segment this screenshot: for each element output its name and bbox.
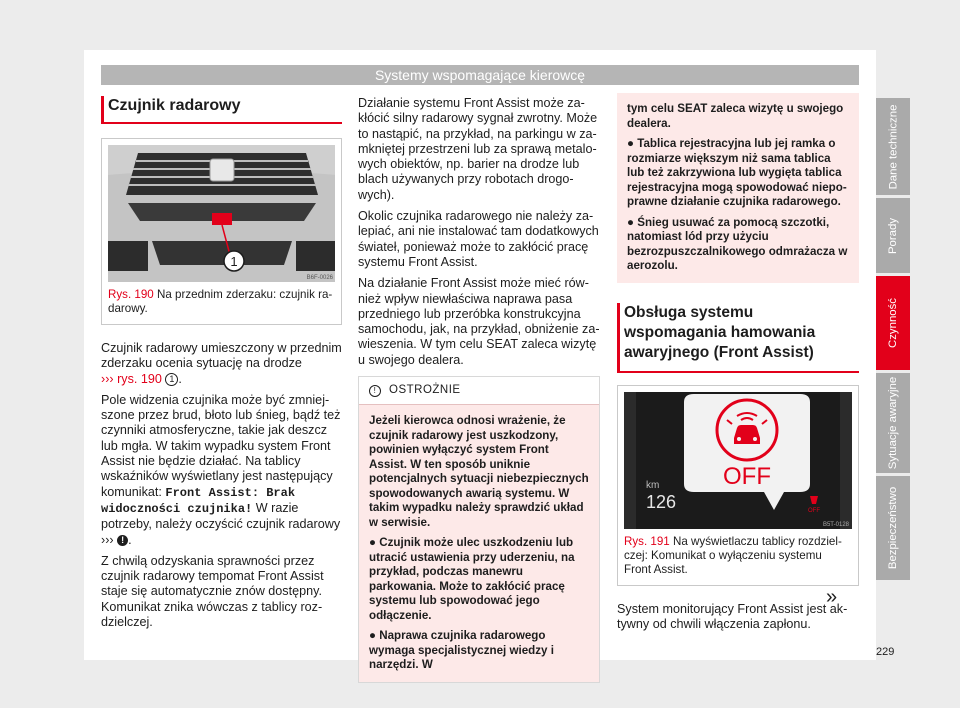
dashboard-message: Front Assist: Brak widoczności czujnika!: [101, 485, 296, 516]
tab-czynnosc[interactable]: [876, 276, 910, 370]
warning-cont-2: ● Tablica rejestracyjna lub jej ramka o rozmiarze większym niż sama tablica lub też zakrzywiona lub wygięta tablica rejestracyjna mogą spowodować niepoprawne działanie czujnika radarowego.: [627, 137, 847, 208]
car-front-photo: [108, 145, 335, 282]
warning-cont-3: ● Śnieg usuwać za pomocą szczotki, natomiast lód przy użyciu bezrozpuszczalnikowego odmrażacza w aerozolu.: [627, 215, 848, 272]
km-value: 126: [646, 491, 677, 512]
caption-text: Na przednim zderzaku: czujnik radarowy.: [108, 288, 333, 315]
tab-label: Sytuacje awaryjne: [887, 376, 900, 470]
km-unit: km: [646, 479, 660, 491]
paragraph-no-cover: Okolic czujnika radarowego nie należy zalepiać, ani nie instalować tam dodatkowych świateł, ponieważ może to zakłócić pracę systemu Front Assist.: [358, 209, 599, 269]
paragraph-radar-1: [101, 341, 342, 387]
warning-continuation: [617, 93, 859, 283]
page-number: 229: [876, 646, 895, 658]
text: .: [178, 371, 182, 386]
text: W razie potrzeby, należy oczyścić czujnik radarowy: [101, 500, 341, 532]
tab-porady[interactable]: [876, 198, 910, 273]
text: Pole widzenia czujnika może być zmniejszone przez brud, błoto lub śnieg, bądź też czynniki atmosferyczne, takie jak deszcz lub mgła. W takim wypadku system Front Assist nie będzie działać. Na tablicy wskaźników wyświetlany jest następujący komunikat:: [101, 392, 341, 499]
column-2: [358, 96, 600, 683]
figure-marker-1: 1: [230, 254, 238, 269]
column-3: [617, 96, 859, 638]
small-off-label: OFF: [808, 507, 820, 514]
tab-label: Bezpieczeństwo: [887, 486, 899, 570]
paragraph-repair: Na działanie Front Assist może mieć również wpływ niewłaściwa naprawa pasa przedniego lub przeróbka konstrukcyjna samochodu, jak, na przykład, obniżenie zawieszenia. W tym celu SEAT zaleca wizytę u swojego dealera.: [358, 276, 600, 367]
figure-190-caption: [108, 288, 335, 316]
paragraph-interference: Działanie systemu Front Assist może zakłócić silny radarowy sygnał zwrotny. Może to nastąpić, na przykład, na parkingu w zamkniętej przestrzeni lub za sprawą metalowych obiektów, np. barier na drodze lub blach używanych przy robotach drogowych).: [358, 96, 598, 202]
caption-text: Na wyświetlaczu tablicy rozdzielczej: Komunikat o wyłączeniu systemu Front Assist.: [624, 534, 842, 576]
figure-code: B6F-0026: [306, 275, 333, 281]
warning-circle-icon: !: [369, 385, 381, 397]
paragraph-radar-3: Z chwilą odzyskania sprawności przez czujnik radarowy tempomat Front Assist staje się automatycznie znów dostępny. Komunikat znika wówczas z tablicy rozdzielczej.: [101, 553, 324, 630]
tab-label: Dane techniczne: [887, 104, 900, 189]
warning-text-1: Jeżeli kierowca odnosi wrażenie, że czujnik radarowy jest uszkodzony, powinien wyłączyć system Front Assist. W ten sposób uniknie potencjalnych sytuacji niebezpiecznych spowodowanych awarią systemu. W takim wypadku należy sprawdzić układ w serwisie.: [369, 414, 589, 529]
figure-190: [101, 138, 342, 325]
dashboard-display: [624, 392, 852, 529]
tab-sytuacje-awaryjne[interactable]: [876, 373, 910, 473]
car-collision-icon: [734, 425, 760, 444]
paragraph-front-assist-active: System monitorujący Front Assist jest aktywny od chwili włączenia zapłonu.: [617, 601, 848, 631]
next-page-arrow-icon[interactable]: »: [826, 586, 838, 608]
off-label: OFF: [723, 462, 771, 490]
figure-reference-link[interactable]: ››› rys. 190: [101, 371, 162, 386]
figure-code: B5T-0128: [822, 521, 849, 528]
chapter-header: Systemy wspomagające kierowcę: [101, 65, 859, 85]
tab-bezpieczenstwo[interactable]: [876, 476, 910, 580]
tab-label: Porady: [887, 217, 899, 254]
section-title-radar: Czujnik radarowy: [101, 96, 342, 124]
warning-text-2: ● Czujnik może ulec uszkodzeniu lub utracić ustawienia przy uderzeniu, na przykład, podczas manewru parkowania. Może to zakłócić pracę systemu lub spowodować jego odłączenie.: [369, 536, 575, 622]
tab-label: Czynność: [887, 297, 900, 349]
text: Czujnik radarowy umieszczony w przednim zderzaku ocenia sytuację na drodze: [101, 341, 342, 371]
caption-number: Rys. 191: [624, 534, 670, 548]
warning-cont-1: tym celu SEAT zaleca wizytę u swojego dealera.: [627, 102, 844, 130]
warning-box: [358, 376, 600, 683]
car-bumper-illustration: [108, 145, 335, 282]
warning-icon: !: [117, 535, 128, 546]
callout-circle-1: 1: [165, 373, 178, 386]
figure-191: [617, 385, 859, 586]
figure-191-caption: [624, 535, 852, 577]
warning-reference-link[interactable]: ›››: [101, 532, 114, 547]
dashboard-illustration: [624, 392, 852, 529]
column-1: [101, 96, 342, 636]
tab-dane-techniczne[interactable]: [876, 98, 910, 195]
warning-body: [359, 405, 599, 682]
warning-title: OSTROŻNIE: [389, 384, 461, 397]
text: .: [128, 532, 132, 547]
warning-text-3: ● Naprawa czujnika radarowego wymaga specjalistycznej wiedzy i narzędzi. W: [369, 629, 554, 672]
caption-number: Rys. 190: [108, 288, 154, 301]
section-title-front-assist: Obsługa systemu wspomagania hamowania awaryjnego (Front Assist): [617, 303, 859, 373]
warning-header: [359, 377, 599, 405]
paragraph-radar-2: [101, 393, 342, 548]
side-tabs: [876, 98, 910, 583]
